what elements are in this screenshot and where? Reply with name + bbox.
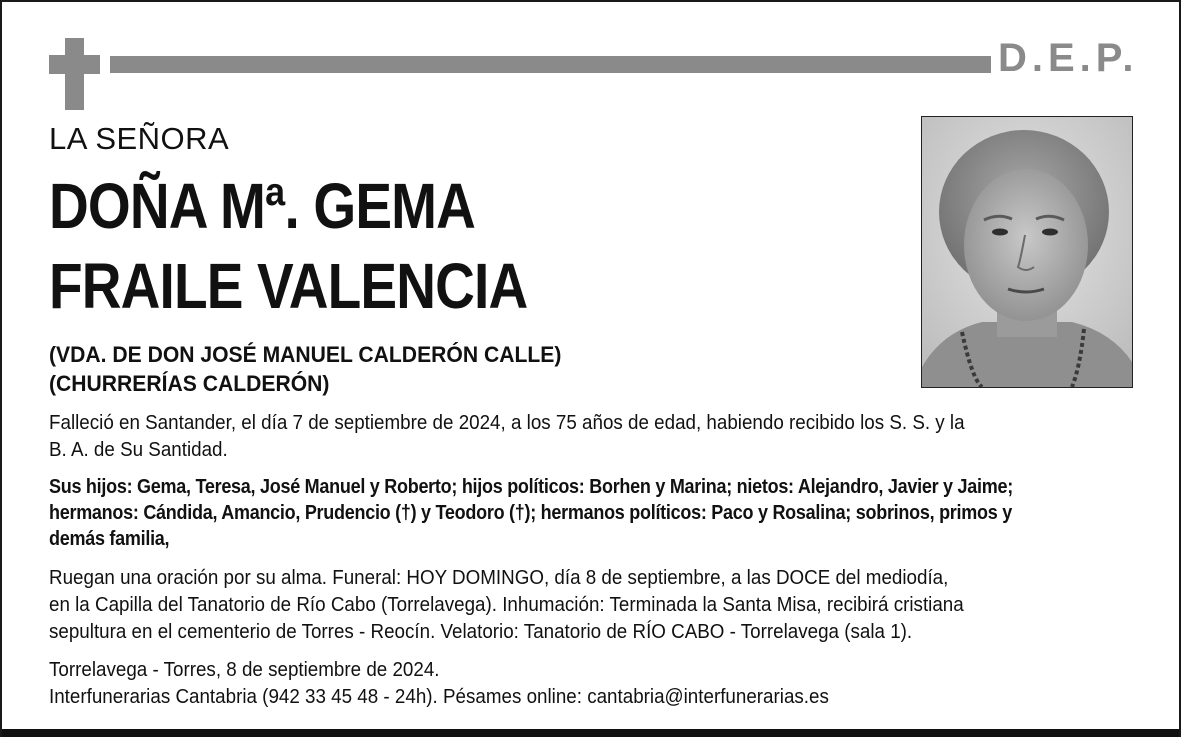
family-line: Sus hijos: Gema, Teresa, José Manuel y Roberto; hijos políticos: Borhen y Marina; nietos: Alejandro, Javier y Jaime;	[49, 476, 1013, 498]
death-line: B. A. de Su Santidad.	[49, 439, 228, 461]
title-label: LA SEÑORA	[49, 121, 230, 156]
header-rule	[110, 56, 991, 73]
death-paragraph	[49, 410, 1074, 464]
portrait-photo	[921, 116, 1133, 388]
family-line: hermanos: Cándida, Amancio, Prudencio (†) y Teodoro (†); hermanos políticos: Paco y Rosalina; sobrinos, primos y	[49, 502, 1012, 524]
funeral-line: sepultura en el cementerio de Torres - Reocín. Velatorio: Tanatorio de RÍO CABO - Torrelavega (sala 1).	[49, 621, 913, 643]
funeral-line: Ruegan una oración por su alma. Funeral: HOY DOMINGO, día 8 de septiembre, a las DOCE del mediodía,	[49, 567, 949, 589]
contact-line: Interfunerarias Cantabria (942 33 45 48 - 24h). Pésames online: cantabria@interfunerarias.es	[49, 686, 829, 708]
deceased-name-line2: FRAILE VALENCIA	[49, 250, 528, 322]
deceased-name-line1: DOÑA Mª. GEMA	[49, 170, 476, 242]
bottom-border	[2, 729, 1179, 737]
funeral-line: en la Capilla del Tanatorio de Río Cabo (Torrelavega). Inhumación: Terminada la Santa Misa, recibirá cristiana	[49, 594, 964, 616]
footer-paragraph	[49, 657, 1074, 711]
family-paragraph	[49, 474, 1030, 552]
portrait-image	[922, 117, 1132, 387]
death-line: Falleció en Santander, el día 7 de septiembre de 2024, a los 75 años de edad, habiendo recibido los S. S. y la	[49, 412, 965, 434]
business-line: (CHURRERÍAS CALDERÓN)	[49, 371, 330, 396]
funeral-paragraph	[49, 565, 1074, 646]
widow-line: (VDA. DE DON JOSÉ MANUEL CALDERÓN CALLE)	[49, 342, 562, 367]
place-date: Torrelavega - Torres, 8 de septiembre de 2024.	[49, 659, 440, 681]
family-line: demás familia,	[49, 528, 170, 550]
cross-icon	[65, 38, 84, 110]
cross-icon-bar	[49, 55, 100, 74]
dep-heading: D.E.P.	[998, 36, 1139, 80]
